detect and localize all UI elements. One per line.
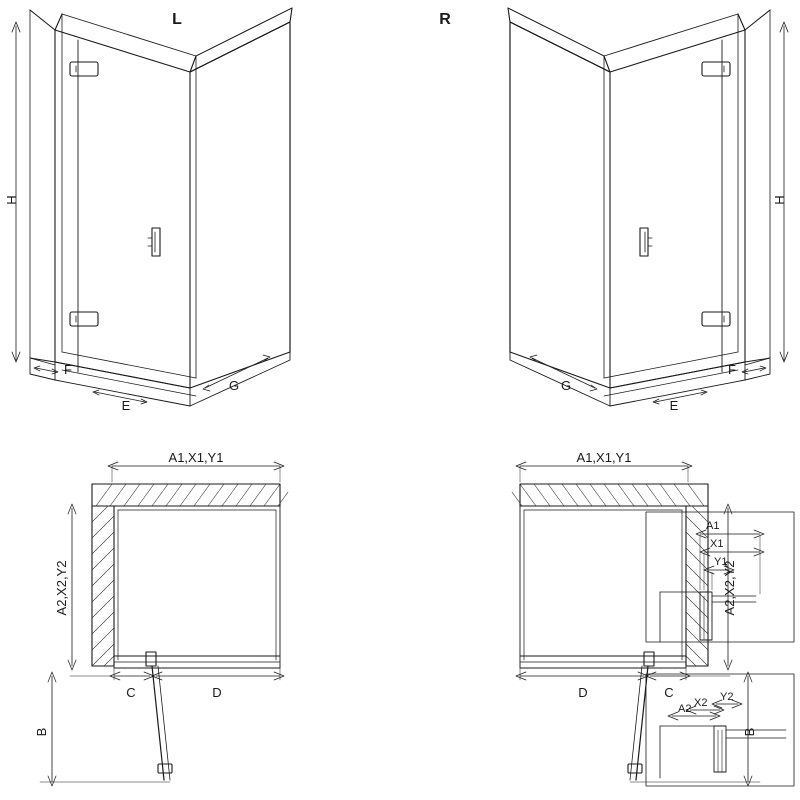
label-e-left: E xyxy=(121,398,131,413)
label-detail-x1: X1 xyxy=(710,538,724,550)
label-g-left: G xyxy=(228,378,240,393)
label-detail-y1: Y1 xyxy=(714,556,728,568)
label-f-left: F xyxy=(64,362,72,377)
label-c-right: C xyxy=(664,685,674,700)
label-f-right: F xyxy=(728,362,736,377)
iso-view-right xyxy=(508,8,788,406)
plan-view-left xyxy=(40,462,288,786)
label-h-right: H xyxy=(772,195,787,205)
iso-view-left xyxy=(12,8,292,406)
label-g-right: G xyxy=(560,378,572,393)
label-b-left: B xyxy=(34,727,49,737)
label-variant-right: R xyxy=(439,11,451,28)
label-a1x1y1-right: A1,X1,Y1 xyxy=(576,450,632,465)
label-a2x2y2-left: A2,X2,Y2 xyxy=(54,560,69,616)
label-b-right: B xyxy=(742,727,757,737)
label-c-left: C xyxy=(126,685,136,700)
label-d-left: D xyxy=(212,685,222,700)
label-h-left: H xyxy=(4,195,19,205)
plan-view-right xyxy=(512,462,760,786)
detail-a1x1y1 xyxy=(646,512,794,642)
label-variant-left: L xyxy=(172,11,182,28)
label-e-right: E xyxy=(669,398,679,413)
label-a1x1y1-left: A1,X1,Y1 xyxy=(168,450,224,465)
label-detail-a2: A2 xyxy=(678,703,692,715)
label-detail-a1: A1 xyxy=(706,520,720,532)
label-detail-x2: X2 xyxy=(694,697,708,709)
label-a2x2y2-right: A2,X2,Y2 xyxy=(722,560,737,616)
label-detail-y2: Y2 xyxy=(720,691,734,703)
label-d-right: D xyxy=(578,685,588,700)
